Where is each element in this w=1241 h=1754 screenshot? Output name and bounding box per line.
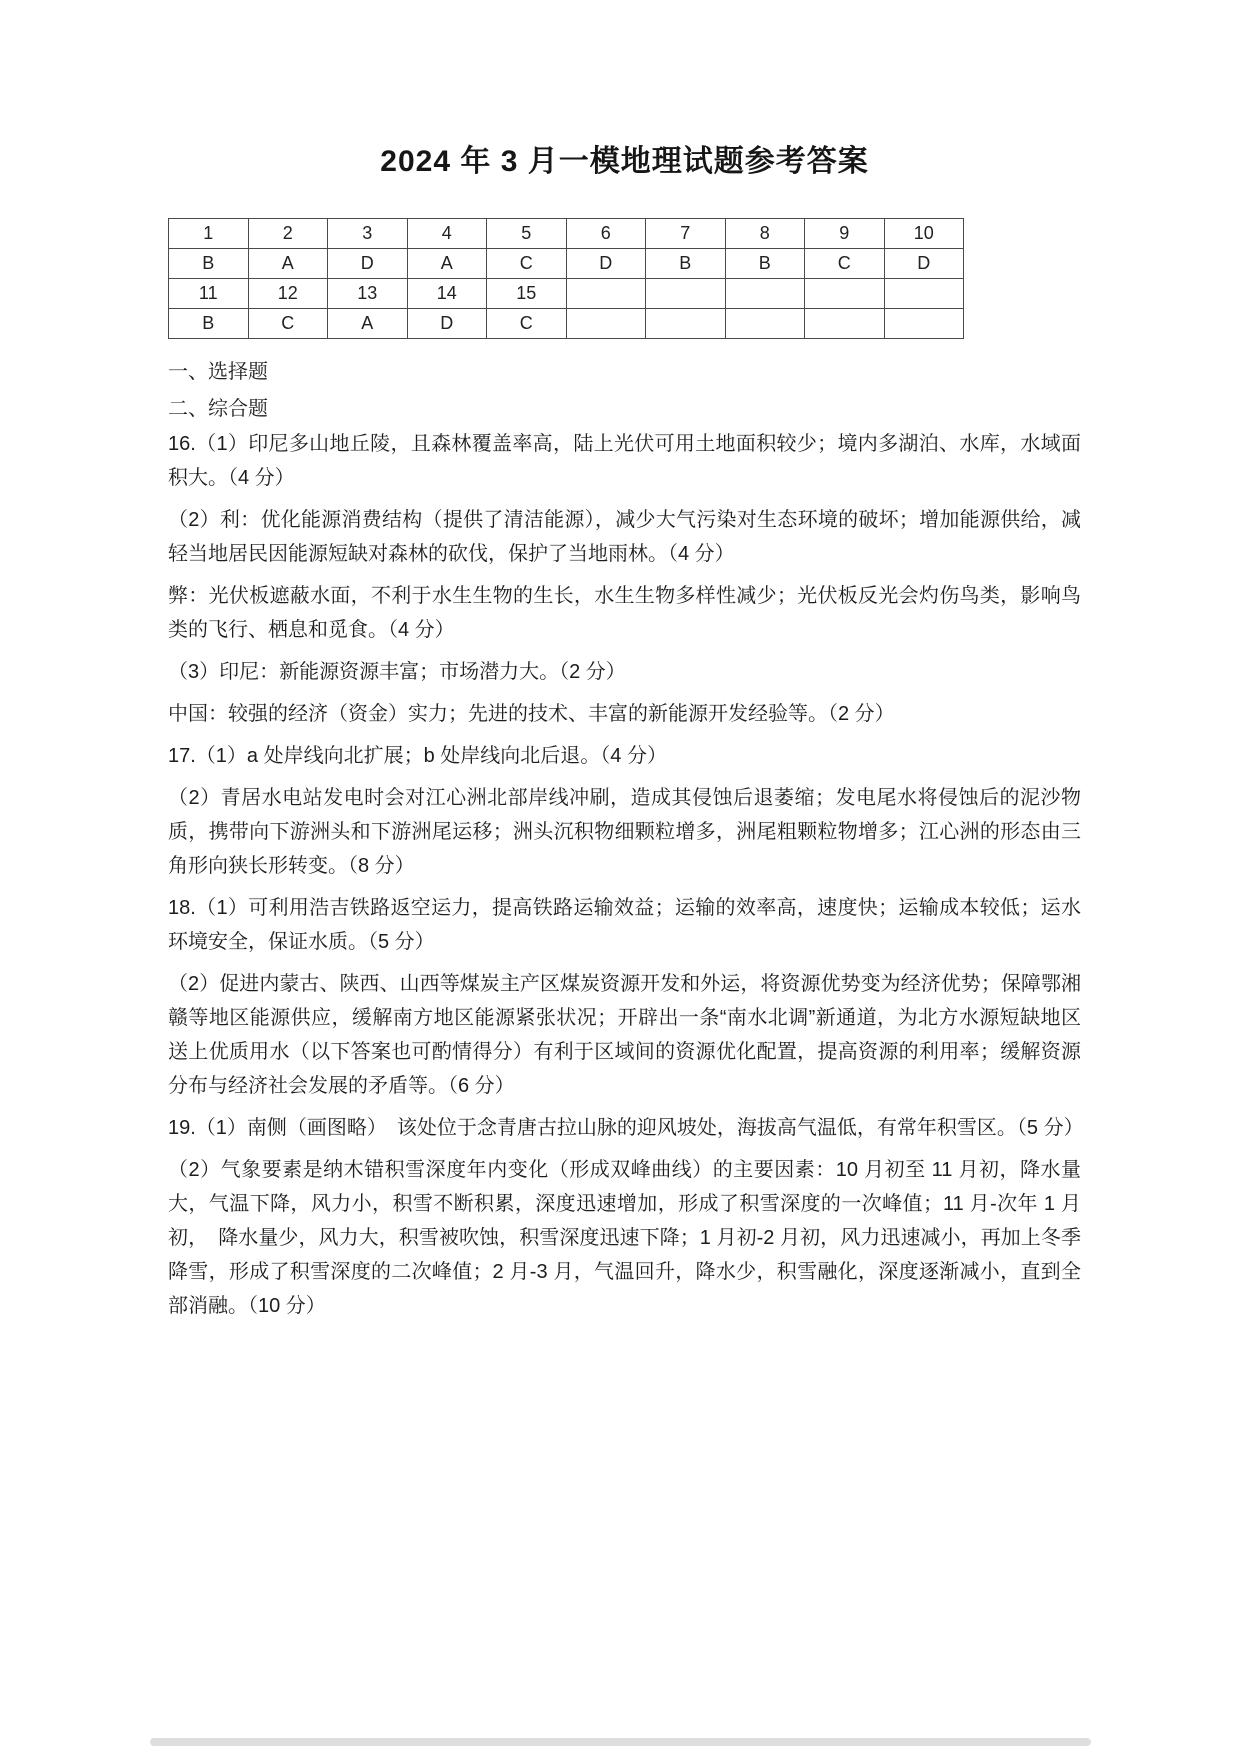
answer-paragraph-19-2: （2）气象要素是纳木错积雪深度年内变化（形成双峰曲线）的主要因素：10 月初至 11 月初，降水量大，气温下降，风力小，积雪不断积累，深度迅速增加，形成了积雪深度的一次峰值；11 月-次年 1 月初， 降水量少，风力大，积雪被吹蚀，积雪深度迅速下降；1 月初-2 月初，风力迅速减小，再加上冬季降雪，形成了积雪深度的二次峰值；2 月-3 月，气温回升，降水少，积雪融化，深度逐渐减小，直到全部消融。（10 分） [168, 1159, 1081, 1317]
table-cell: 11 [169, 279, 249, 309]
table-cell: A [248, 249, 328, 279]
section-heading-comprehensive: 二、综合题 [168, 398, 268, 420]
section-heading-multiple-choice: 一、选择题 [168, 361, 268, 383]
table-cell: C [805, 249, 885, 279]
table-cell [566, 309, 646, 339]
answer-paragraph-16-3-indonesia: （3）印尼：新能源资源丰富；市场潜力大。（2 分） [168, 661, 626, 683]
table-cell: A [407, 249, 487, 279]
table-row-answers-11-15 [169, 309, 964, 339]
scan-edge-artifact [150, 1738, 1091, 1746]
table-cell [646, 309, 726, 339]
table-cell: 6 [566, 219, 646, 249]
table-cell: B [646, 249, 726, 279]
answer-paragraph-19-1: 19.（1）南侧（画图略） 该处位于念青唐古拉山脉的迎风坡处，海拔高气温低，有常年积雪区。（5 分） [168, 1117, 1084, 1139]
answer-paragraph-17-2: （2）青居水电站发电时会对江心洲北部岸线冲刷，造成其侵蚀后退萎缩；发电尾水将侵蚀后的泥沙物质，携带向下游洲头和下游洲尾运移；洲头沉积物细颗粒增多，洲尾粗颗粒物增多；江心洲的形态由三角形向狭长形转变。（8 分） [168, 787, 1081, 877]
table-cell [725, 309, 805, 339]
table-cell: B [725, 249, 805, 279]
table-cell: 2 [248, 219, 328, 249]
table-row-question-numbers-11-15 [169, 279, 964, 309]
table-cell: 12 [248, 279, 328, 309]
table-cell: D [566, 249, 646, 279]
answer-paragraph-16-2-cons: 弊：光伏板遮蔽水面，不利于水生生物的生长，水生生物多样性减少；光伏板反光会灼伤鸟类，影响鸟类的飞行、栖息和觅食。（4 分） [168, 585, 1081, 641]
table-cell: D [884, 249, 964, 279]
table-cell: A [328, 309, 408, 339]
answer-paragraph-17-1: 17.（1）a 处岸线向北扩展；b 处岸线向北后退。（4 分） [168, 745, 667, 767]
table-cell [646, 279, 726, 309]
table-cell [725, 279, 805, 309]
table-cell: C [248, 309, 328, 339]
answer-paragraph-18-1: 18.（1）可利用浩吉铁路返空运力，提高铁路运输效益；运输的效率高，速度快；运输成本较低；运水环境安全，保证水质。（5 分） [168, 897, 1081, 953]
table-row-answers-1-10 [169, 249, 964, 279]
table-cell: 14 [407, 279, 487, 309]
answer-paragraph-16-2-pros: （2）利：优化能源消费结构（提供了清洁能源），减少大气污染对生态环境的破坏；增加能源供给，减轻当地居民因能源短缺对森林的砍伐，保护了当地雨林。（4 分） [168, 509, 1081, 565]
table-cell [805, 309, 885, 339]
table-cell: 10 [884, 219, 964, 249]
table-cell: D [407, 309, 487, 339]
table-cell: C [487, 309, 567, 339]
table-cell: 15 [487, 279, 567, 309]
table-cell: 9 [805, 219, 885, 249]
table-cell: 4 [407, 219, 487, 249]
table-cell: 5 [487, 219, 567, 249]
answer-paragraph-16-1: 16.（1）印尼多山地丘陵，且森林覆盖率高，陆上光伏可用土地面积较少；境内多湖泊、水库，水域面积大。（4 分） [168, 433, 1081, 489]
table-cell [566, 279, 646, 309]
answer-paragraph-16-3-china: 中国：较强的经济（资金）实力；先进的技术、丰富的新能源开发经验等。（2 分） [168, 703, 895, 725]
page-title: 2024 年 3 月一模地理试题参考答案 [380, 145, 869, 178]
table-cell: 8 [725, 219, 805, 249]
table-cell [884, 279, 964, 309]
table-cell: D [328, 249, 408, 279]
table-cell: C [487, 249, 567, 279]
table-row-question-numbers-1-10 [169, 219, 964, 249]
table-cell: 3 [328, 219, 408, 249]
answer-paragraph-18-2: （2）促进内蒙古、陕西、山西等煤炭主产区煤炭资源开发和外运，将资源优势变为经济优势；保障鄂湘赣等地区能源供应，缓解南方地区能源紧张状况；开辟出一条“南水北调”新通道，为北方水源短缺地区送上优质用水（以下答案也可酌情得分）有利于区域间的资源优化配置，提高资源的利用率；缓解资源分布与经济社会发展的矛盾等。（6 分） [168, 973, 1081, 1097]
table-cell [884, 309, 964, 339]
table-cell [805, 279, 885, 309]
table-cell: 7 [646, 219, 726, 249]
table-cell: B [169, 249, 249, 279]
table-cell: 13 [328, 279, 408, 309]
answer-table [168, 218, 964, 339]
table-cell: 1 [169, 219, 249, 249]
table-cell: B [169, 309, 249, 339]
